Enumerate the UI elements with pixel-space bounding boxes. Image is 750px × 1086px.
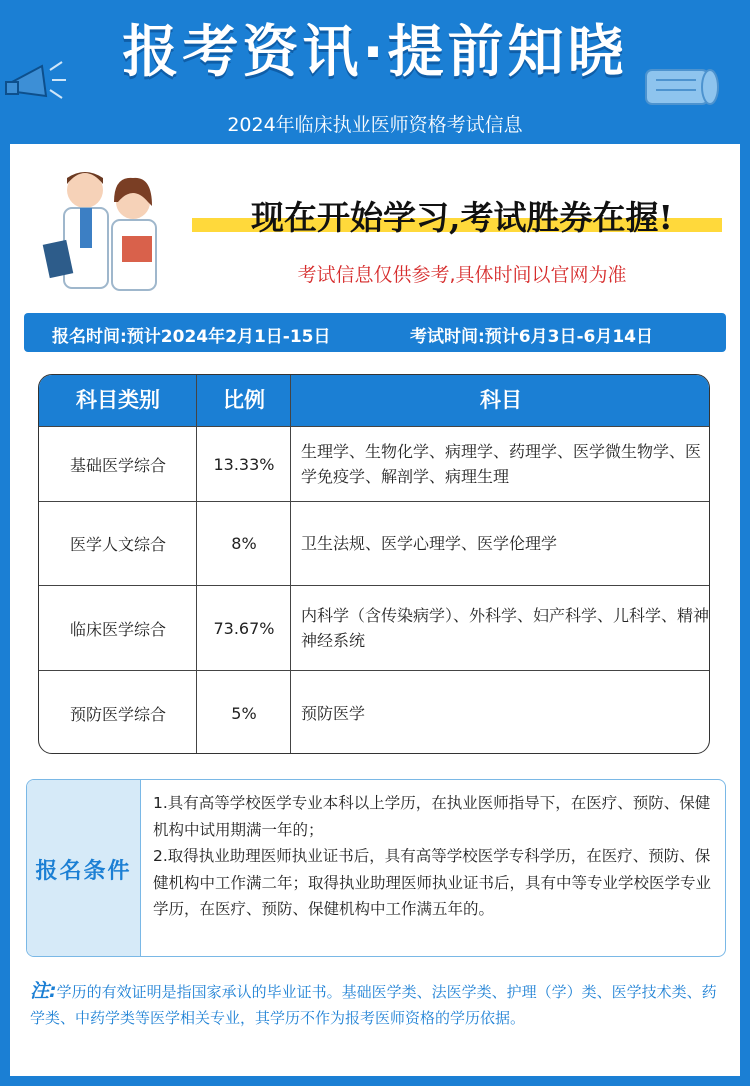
row-ratio: 73.67% bbox=[213, 618, 275, 638]
row-ratio: 8% bbox=[231, 534, 257, 553]
row-subjects: 卫生法规、医学心理学、医学伦理学 bbox=[301, 534, 558, 553]
table-row bbox=[39, 670, 710, 754]
row-subjects: 预防医学 bbox=[301, 703, 366, 723]
column-divider bbox=[196, 375, 197, 754]
date-bar bbox=[24, 313, 726, 352]
exam-date: 考试时间:预计6月3日-6月14日 bbox=[410, 327, 653, 347]
row-subjects: 生理学、生物化学、病理学、药理学、医学微生物学、医学免疫学、解剖学、病理生理 bbox=[301, 442, 702, 486]
row-category: 预防医学综合 bbox=[69, 704, 166, 724]
header-subjects: 科目 bbox=[480, 388, 522, 412]
column-divider bbox=[290, 375, 291, 754]
header-ratio: 比例 bbox=[223, 388, 265, 412]
conditions-text bbox=[153, 790, 719, 923]
table-row bbox=[39, 426, 710, 501]
notice-text: 考试信息仅供参考,具体时间以官网为准 bbox=[297, 264, 627, 286]
table-row bbox=[39, 501, 710, 585]
slogan-banner bbox=[192, 192, 732, 242]
row-ratio: 5% bbox=[231, 703, 257, 723]
scroll-icon bbox=[636, 58, 726, 118]
footnote-text: 学历的有效证明是指国家承认的毕业证书。基础医学类、法医学类、护理（学）类、医学技术类、药学类、中药学类等医学相关专业，其学历不作为报考医师资格的学历依据。 bbox=[30, 983, 717, 1027]
page-subtitle: 2024年临床执业医师资格考试信息 bbox=[227, 114, 523, 136]
table-row bbox=[39, 585, 710, 670]
condition-item-2: 2.取得执业助理医师执业证书后，具有高等学校医学专科学历，在医疗、预防、保健机构中工作满二年；取得执业助理医师执业证书后，具有中等专业学校医学专业学历，在医疗、预防、保健机构中工作满五年的。 bbox=[153, 847, 712, 918]
registration-date: 报名时间:预计2024年2月1日-15日 bbox=[52, 327, 331, 347]
row-category: 临床医学综合 bbox=[69, 619, 166, 639]
page-title: 报考资讯·提前知晓 bbox=[122, 20, 628, 85]
subject-table bbox=[38, 374, 710, 754]
megaphone-icon bbox=[4, 48, 74, 108]
condition-item-1: 1.具有高等学校医学专业本科以上学历，在执业医师指导下，在医疗、预防、保健机构中试用期满一年的； bbox=[153, 794, 711, 839]
conditions-label: 报名条件 bbox=[27, 780, 141, 957]
registration-conditions bbox=[26, 779, 726, 957]
row-category: 医学人文综合 bbox=[69, 535, 166, 554]
slogan-text: 现在开始学习,考试胜券在握! bbox=[251, 198, 673, 237]
footnote bbox=[30, 978, 724, 1031]
row-subjects: 内科学（含传染病学）、外科学、妇产科学、儿科学、精神神经系统 bbox=[301, 606, 710, 650]
header-category: 科目类别 bbox=[76, 388, 160, 412]
table-header bbox=[39, 375, 710, 426]
row-ratio: 13.33% bbox=[213, 454, 275, 474]
doctor-illustration bbox=[30, 162, 180, 292]
row-category: 基础医学综合 bbox=[69, 455, 166, 475]
footnote-prefix: 注: bbox=[30, 980, 57, 1002]
